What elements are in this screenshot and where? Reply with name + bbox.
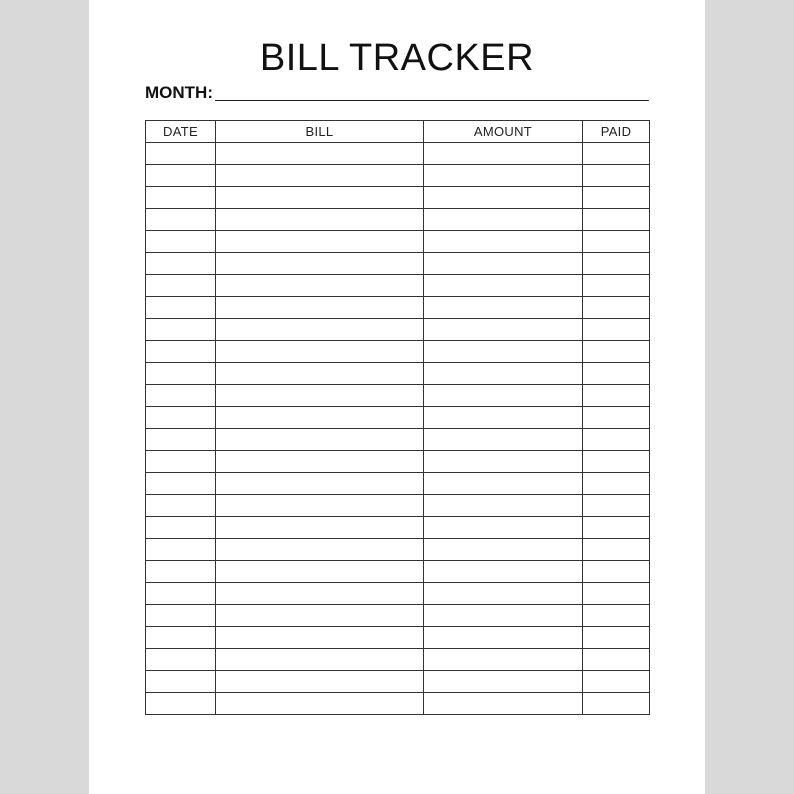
table-row <box>146 143 650 165</box>
date-cell[interactable] <box>146 407 216 429</box>
bill-cell[interactable] <box>216 627 424 649</box>
table-row <box>146 385 650 407</box>
table-row <box>146 473 650 495</box>
date-cell[interactable] <box>146 693 216 715</box>
paid-cell[interactable] <box>583 209 650 231</box>
table-row <box>146 605 650 627</box>
table-row <box>146 429 650 451</box>
paid-cell[interactable] <box>583 693 650 715</box>
paid-cell[interactable] <box>583 451 650 473</box>
table-row <box>146 583 650 605</box>
bill-cell[interactable] <box>216 165 424 187</box>
amount-cell[interactable] <box>424 363 583 385</box>
paid-cell[interactable] <box>583 473 650 495</box>
amount-cell[interactable] <box>424 187 583 209</box>
bill-cell[interactable] <box>216 429 424 451</box>
bill-cell[interactable] <box>216 319 424 341</box>
table-row <box>146 209 650 231</box>
amount-cell[interactable] <box>424 165 583 187</box>
bill-cell[interactable] <box>216 583 424 605</box>
bill-cell[interactable] <box>216 495 424 517</box>
table-row <box>146 231 650 253</box>
paid-cell[interactable] <box>583 583 650 605</box>
date-cell[interactable] <box>146 473 216 495</box>
bill-cell[interactable] <box>216 363 424 385</box>
paid-cell[interactable] <box>583 253 650 275</box>
bill-cell[interactable] <box>216 253 424 275</box>
date-cell[interactable] <box>146 671 216 693</box>
paid-cell[interactable] <box>583 187 650 209</box>
paid-cell[interactable] <box>583 297 650 319</box>
bill-cell[interactable] <box>216 605 424 627</box>
paid-cell[interactable] <box>583 429 650 451</box>
paid-cell[interactable] <box>583 627 650 649</box>
month-input-line[interactable] <box>215 100 649 101</box>
table-header-row <box>146 121 650 143</box>
page-title: BILL TRACKER <box>259 37 535 79</box>
table-row <box>146 539 650 561</box>
table-row <box>146 671 650 693</box>
paid-cell[interactable] <box>583 385 650 407</box>
table-row <box>146 319 650 341</box>
bill-cell[interactable] <box>216 187 424 209</box>
date-cell[interactable] <box>146 297 216 319</box>
amount-cell[interactable] <box>424 583 583 605</box>
bill-cell[interactable] <box>216 385 424 407</box>
paid-cell[interactable] <box>583 143 650 165</box>
table-row <box>146 649 650 671</box>
table-row <box>146 275 650 297</box>
table-row <box>146 451 650 473</box>
date-cell[interactable] <box>146 209 216 231</box>
bill-cell[interactable] <box>216 451 424 473</box>
date-cell[interactable] <box>146 495 216 517</box>
paid-cell[interactable] <box>583 561 650 583</box>
header-bill: BILL <box>216 121 424 143</box>
paid-cell[interactable] <box>583 319 650 341</box>
date-cell[interactable] <box>146 363 216 385</box>
month-field <box>145 82 649 104</box>
bill-cell[interactable] <box>216 297 424 319</box>
bill-cell[interactable] <box>216 231 424 253</box>
bill-cell[interactable] <box>216 539 424 561</box>
paid-cell[interactable] <box>583 275 650 297</box>
table-body <box>146 143 650 715</box>
amount-cell[interactable] <box>424 385 583 407</box>
amount-cell[interactable] <box>424 429 583 451</box>
table-row <box>146 517 650 539</box>
table-row <box>146 297 650 319</box>
bill-cell[interactable] <box>216 341 424 363</box>
date-cell[interactable] <box>146 429 216 451</box>
amount-cell[interactable] <box>424 341 583 363</box>
date-cell[interactable] <box>146 275 216 297</box>
date-cell[interactable] <box>146 341 216 363</box>
amount-cell[interactable] <box>424 231 583 253</box>
table-row <box>146 165 650 187</box>
amount-cell[interactable] <box>424 649 583 671</box>
month-label: MONTH: <box>145 83 213 102</box>
date-cell[interactable] <box>146 561 216 583</box>
amount-cell[interactable] <box>424 517 583 539</box>
date-cell[interactable] <box>146 165 216 187</box>
bill-cell[interactable] <box>216 407 424 429</box>
amount-cell[interactable] <box>424 561 583 583</box>
amount-cell[interactable] <box>424 627 583 649</box>
amount-cell[interactable] <box>424 451 583 473</box>
amount-cell[interactable] <box>424 143 583 165</box>
table-row <box>146 407 650 429</box>
paid-cell[interactable] <box>583 539 650 561</box>
table-row <box>146 363 650 385</box>
bill-table <box>145 120 650 715</box>
tracker-page <box>89 0 705 794</box>
date-cell[interactable] <box>146 451 216 473</box>
paid-cell[interactable] <box>583 649 650 671</box>
date-cell[interactable] <box>146 627 216 649</box>
paid-cell[interactable] <box>583 165 650 187</box>
table-row <box>146 693 650 715</box>
amount-cell[interactable] <box>424 275 583 297</box>
paid-cell[interactable] <box>583 671 650 693</box>
amount-cell[interactable] <box>424 473 583 495</box>
paid-cell[interactable] <box>583 407 650 429</box>
amount-cell[interactable] <box>424 693 583 715</box>
bill-cell[interactable] <box>216 693 424 715</box>
paid-cell[interactable] <box>583 363 650 385</box>
amount-cell[interactable] <box>424 605 583 627</box>
table-row <box>146 253 650 275</box>
date-cell[interactable] <box>146 319 216 341</box>
date-cell[interactable] <box>146 583 216 605</box>
table-row <box>146 561 650 583</box>
bill-cell[interactable] <box>216 517 424 539</box>
bill-cell[interactable] <box>216 209 424 231</box>
bill-cell[interactable] <box>216 473 424 495</box>
bill-cell[interactable] <box>216 275 424 297</box>
amount-cell[interactable] <box>424 297 583 319</box>
paid-cell[interactable] <box>583 517 650 539</box>
date-cell[interactable] <box>146 253 216 275</box>
date-cell[interactable] <box>146 187 216 209</box>
header-paid: PAID <box>583 121 650 143</box>
header-date: DATE <box>146 121 216 143</box>
bill-cell[interactable] <box>216 143 424 165</box>
date-cell[interactable] <box>146 231 216 253</box>
amount-cell[interactable] <box>424 671 583 693</box>
paid-cell[interactable] <box>583 231 650 253</box>
table-row <box>146 341 650 363</box>
bill-cell[interactable] <box>216 649 424 671</box>
paid-cell[interactable] <box>583 495 650 517</box>
table-row <box>146 187 650 209</box>
amount-cell[interactable] <box>424 539 583 561</box>
amount-cell[interactable] <box>424 495 583 517</box>
amount-cell[interactable] <box>424 253 583 275</box>
date-cell[interactable] <box>146 143 216 165</box>
date-cell[interactable] <box>146 605 216 627</box>
bill-cell[interactable] <box>216 671 424 693</box>
table-row <box>146 495 650 517</box>
amount-cell[interactable] <box>424 319 583 341</box>
paid-cell[interactable] <box>583 605 650 627</box>
header-amount: AMOUNT <box>424 121 583 143</box>
date-cell[interactable] <box>146 649 216 671</box>
date-cell[interactable] <box>146 517 216 539</box>
date-cell[interactable] <box>146 385 216 407</box>
amount-cell[interactable] <box>424 407 583 429</box>
date-cell[interactable] <box>146 539 216 561</box>
paid-cell[interactable] <box>583 341 650 363</box>
amount-cell[interactable] <box>424 209 583 231</box>
table-row <box>146 627 650 649</box>
bill-cell[interactable] <box>216 561 424 583</box>
